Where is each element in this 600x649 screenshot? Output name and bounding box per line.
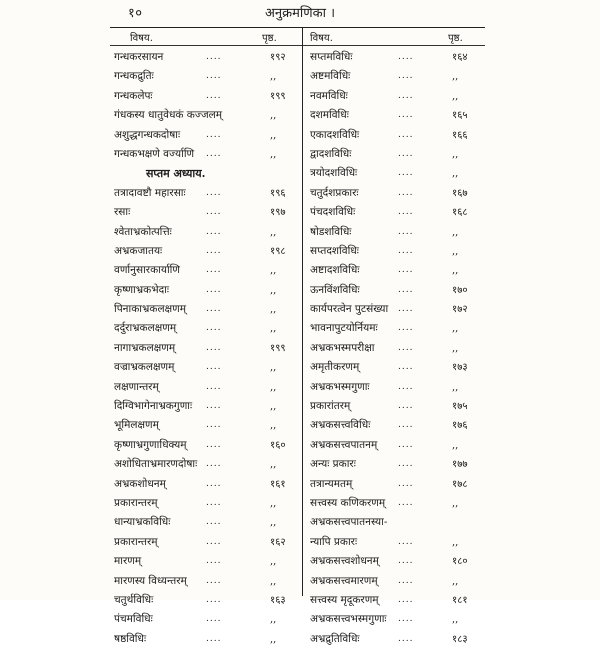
entry-page-number: ,,: [452, 342, 459, 354]
leader-dots: ....: [206, 401, 222, 412]
left-index-column: [110, 48, 300, 649]
entry-title: अभ्रकसत्त्वविधिः: [310, 419, 371, 432]
entry-title: प्रकारान्तरम्: [114, 535, 158, 548]
leader-dots: ....: [398, 575, 414, 586]
entry-title: पंचदशविधिः: [310, 206, 356, 219]
index-entry: [306, 494, 486, 513]
entry-title: सप्तमविधिः: [310, 51, 353, 63]
entry-title: दशमविधिः: [310, 109, 349, 122]
leader-dots: ....: [206, 265, 222, 276]
index-entry: [306, 184, 486, 203]
entry-title: गन्धकद्रुतिः: [114, 70, 154, 83]
entry-title: नागाभ्रकलक्षणम्: [114, 341, 176, 354]
entry-title: अभ्रकभस्मपरीक्षा: [310, 341, 375, 354]
index-entry: [110, 281, 300, 300]
leader-dots: ....: [206, 52, 222, 62]
entry-page-number: ,,: [270, 265, 277, 277]
index-entry: [110, 67, 300, 86]
entry-title: कार्यपरत्वेन पुटसंख्या: [310, 303, 389, 316]
index-entry: [110, 319, 300, 338]
leader-dots: ....: [398, 401, 414, 412]
leader-dots: ....: [398, 265, 414, 276]
leader-dots: ....: [398, 187, 414, 198]
leader-dots: ....: [206, 575, 222, 586]
index-entry: [110, 436, 300, 455]
index-entry: [306, 67, 486, 86]
index-entry: [306, 591, 486, 610]
leader-dots: ....: [398, 459, 414, 470]
leader-dots: ....: [398, 207, 414, 218]
entry-title: गन्धकलेपः: [114, 89, 153, 102]
left-subject-header: विषय.: [130, 33, 153, 44]
entry-page-number: ,,: [452, 614, 459, 626]
right-subject-header: विषय.: [310, 33, 333, 44]
index-entry: [306, 242, 486, 261]
leader-dots: ....: [398, 284, 414, 295]
entry-title: अभ्रकसत्त्वशोधनम्: [310, 555, 379, 568]
index-entry: [110, 455, 300, 474]
index-entry: [306, 378, 486, 397]
index-entry: [306, 145, 486, 164]
leader-dots: ....: [206, 207, 222, 218]
entry-page-number: १९७: [270, 207, 286, 219]
leader-dots: ....: [206, 420, 222, 431]
index-entry: [306, 630, 486, 649]
entry-page-number: ,,: [270, 517, 277, 529]
entry-title: अभ्रकभस्मगुणाः: [310, 380, 370, 393]
entry-page-number: १७३: [452, 362, 468, 374]
index-entry: [110, 184, 300, 203]
entry-page-number: १८०: [452, 556, 468, 568]
chapter-heading: [110, 164, 300, 183]
index-entry: [306, 610, 486, 629]
leader-dots: ....: [398, 420, 414, 431]
index-entry: [306, 281, 486, 300]
index-entry: [306, 339, 486, 358]
entry-title: सप्तम अध्याय.: [146, 167, 206, 181]
entry-title: अभ्रद्रुतिविधिः: [310, 632, 360, 645]
entry-title: अभ्रकजातयः: [114, 244, 163, 257]
entry-page-number: १६२: [270, 536, 286, 548]
entry-title: अभ्रकसत्त्वपातनस्या-: [310, 516, 388, 529]
leader-dots: ....: [398, 52, 414, 62]
entry-title: भावनापुटयोर्नियमः: [310, 322, 378, 335]
entry-page-number: १६७: [452, 187, 468, 199]
entry-page-number: १९२: [270, 52, 286, 63]
top-rule: [110, 27, 485, 28]
entry-title: गन्धकभक्षणे वर्ज्याणि: [114, 147, 195, 160]
entry-title: प्रकारांतरम्: [310, 400, 351, 413]
entry-page-number: १७०: [452, 284, 468, 296]
index-entry: [110, 87, 300, 106]
entry-title: न्यापि प्रकारः: [310, 535, 358, 548]
entry-page-number: १६४: [452, 52, 468, 63]
index-entry: [306, 87, 486, 106]
leader-dots: ....: [398, 497, 414, 508]
index-entry: [110, 416, 300, 435]
entry-page-number: १७८: [452, 478, 468, 490]
index-entry: [306, 397, 486, 416]
entry-page-number: ,,: [270, 323, 277, 335]
entry-page-number: १६०: [270, 439, 286, 451]
header-rule: [110, 45, 485, 46]
left-page-header: पृष्ठ.: [262, 33, 277, 44]
index-entry: [306, 106, 486, 125]
entry-page-number: ,,: [452, 168, 459, 180]
leader-dots: ....: [206, 323, 222, 334]
entry-title: दर्दुराभ्रकलक्षणम्: [114, 322, 177, 335]
index-entry: [110, 533, 300, 552]
entry-title: भूमिलक्षणम्: [114, 419, 159, 432]
entry-page-number: १९९: [270, 90, 286, 102]
entry-page-number: ,,: [270, 459, 277, 471]
entry-page-number: ,,: [452, 323, 459, 335]
entry-page-number: १६५: [452, 110, 468, 122]
index-entry: [306, 475, 486, 494]
index-entry: [110, 630, 300, 649]
entry-title: प्रकारान्तरम्: [114, 496, 158, 509]
index-entry: [110, 145, 300, 164]
entry-page-number: १९९: [270, 342, 286, 354]
entry-title: पंचमविधिः: [114, 613, 153, 626]
leader-dots: ....: [206, 633, 222, 644]
leader-dots: ....: [206, 614, 222, 625]
index-entry: [306, 358, 486, 377]
leader-dots: ....: [398, 323, 414, 334]
entry-page-number: ,,: [270, 614, 277, 626]
leader-dots: ....: [398, 90, 414, 101]
entry-page-number: ,,: [270, 633, 277, 645]
entry-title: गंधकस्य धातुवेधकं कज्जलम्: [114, 109, 223, 122]
leader-dots: ....: [398, 478, 414, 489]
entry-page-number: ,,: [270, 148, 277, 160]
index-entry: [110, 223, 300, 242]
leader-dots: ....: [398, 304, 414, 315]
leader-dots: ....: [206, 381, 222, 392]
entry-title: अभ्रकशोधनम्: [114, 477, 166, 490]
index-entry: [110, 610, 300, 629]
entry-page-number: ,,: [452, 226, 459, 238]
index-entry: [306, 572, 486, 591]
index-entry: [110, 591, 300, 610]
index-entry: [306, 300, 486, 319]
leader-dots: ....: [206, 187, 222, 198]
leader-dots: ....: [206, 226, 222, 237]
index-entry: [110, 48, 300, 67]
entry-page-number: ,,: [452, 71, 459, 83]
entry-title: वर्णानुसारकार्याणि: [114, 264, 180, 277]
index-entry: [306, 261, 486, 280]
entry-title: अभ्रकसत्त्वपातनम्: [310, 438, 378, 451]
index-entry: [110, 378, 300, 397]
leader-dots: ....: [398, 245, 414, 256]
right-page-header: पृष्ठ.: [448, 33, 463, 44]
entry-title: लक्षणान्तरम्: [114, 380, 159, 393]
leader-dots: ....: [206, 594, 222, 605]
entry-title: सत्त्वस्य कणिकरणम्: [310, 496, 386, 509]
leader-dots: ....: [206, 148, 222, 159]
leader-dots: ....: [398, 439, 414, 450]
entry-page-number: ,,: [270, 110, 277, 122]
entry-title: सत्त्वस्य मृदूकरणम्: [310, 593, 379, 606]
index-entry: [110, 261, 300, 280]
entry-page-number: १७५: [452, 401, 468, 413]
leader-dots: ....: [398, 226, 414, 237]
entry-page-number: ,,: [270, 556, 277, 568]
index-entry: [110, 242, 300, 261]
leader-dots: ....: [398, 168, 414, 179]
leader-dots: ....: [206, 459, 222, 470]
entry-title: पिनाकाभ्रकलक्षणम्: [114, 303, 186, 316]
entry-title: नवमविधिः: [310, 89, 348, 102]
entry-title: अष्टमविधिः: [310, 70, 351, 83]
leader-dots: ....: [398, 71, 414, 82]
leader-dots: ....: [206, 71, 222, 82]
entry-title: अशुद्धगन्धकदोषाः: [114, 128, 181, 141]
entry-title: त्रयोदशविधिः: [310, 167, 358, 180]
entry-title: षोडशविधिः: [310, 225, 352, 238]
entry-title: एकादशविधिः: [310, 128, 360, 141]
index-entry: [306, 436, 486, 455]
leader-dots: ....: [206, 362, 222, 373]
entry-page-number: ,,: [452, 90, 459, 102]
index-entry: [306, 126, 486, 145]
index-entry: [306, 164, 486, 183]
leader-dots: ....: [398, 129, 414, 140]
leader-dots: ....: [398, 614, 414, 625]
leader-dots: ....: [206, 536, 222, 547]
right-index-column: [306, 48, 486, 649]
entry-title: तत्रान्यमतम्: [310, 477, 353, 490]
entry-title: षष्ठविधिः: [114, 632, 147, 645]
leader-dots: ....: [398, 381, 414, 392]
entry-page-number: ,,: [452, 265, 459, 277]
leader-dots: ....: [398, 633, 414, 644]
index-entry: [306, 319, 486, 338]
entry-page-number: ,,: [270, 304, 277, 316]
index-entry: [110, 106, 300, 125]
index-entry: [110, 358, 300, 377]
page-number: १०: [128, 6, 143, 21]
leader-dots: ....: [398, 594, 414, 605]
index-entry: [306, 416, 486, 435]
entry-page-number: ,,: [452, 381, 459, 393]
index-entry: [110, 339, 300, 358]
index-entry: [110, 475, 300, 494]
index-entry: [110, 397, 300, 416]
leader-dots: ....: [206, 90, 222, 101]
entry-title: अशोधिताभ्रमारणदोषाः: [114, 458, 198, 471]
entry-title: मारणम्: [114, 555, 142, 568]
entry-page-number: १६६: [452, 129, 468, 141]
entry-page-number: १७६: [452, 420, 468, 432]
entry-title: श्वेताभ्रकोत्पत्तिः: [114, 225, 172, 238]
index-entry: [110, 126, 300, 145]
entry-title: कृष्णाभ्रगुणाधिक्यम्: [114, 438, 187, 451]
entry-page-number: १६३: [270, 594, 286, 606]
entry-page-number: ,,: [270, 362, 277, 374]
entry-page-number: १८३: [452, 633, 468, 645]
entry-page-number: ,,: [270, 284, 277, 296]
entry-title: ऊनविंशविधिः: [310, 283, 360, 296]
index-entry: [306, 513, 486, 532]
index-entry: [110, 552, 300, 571]
column-divider: [302, 28, 303, 596]
entry-title: गन्धकरसायन: [114, 51, 164, 63]
entry-page-number: १७७: [452, 459, 468, 471]
leader-dots: ....: [206, 439, 222, 450]
index-entry: [306, 203, 486, 222]
leader-dots: ....: [398, 536, 414, 547]
entry-title: रसाः: [114, 206, 131, 219]
index-entry: [306, 48, 486, 67]
entry-title: कृष्णाभ्रकभेदाः: [114, 283, 169, 296]
leader-dots: ....: [206, 478, 222, 489]
page-title: अनुक्रमणिका ।: [264, 6, 336, 21]
leader-dots: ....: [398, 362, 414, 373]
entry-page-number: १७२: [452, 304, 468, 316]
leader-dots: ....: [206, 129, 222, 140]
entry-title: दिग्विभागेनाभ्रकगुणाः: [114, 400, 193, 413]
leader-dots: ....: [206, 497, 222, 508]
index-entry: [110, 513, 300, 532]
leader-dots: ....: [206, 304, 222, 315]
leader-dots: ....: [206, 556, 222, 567]
entry-page-number: ,,: [452, 575, 459, 587]
entry-page-number: १८१: [452, 594, 468, 606]
entry-title: अमृतीकरणम्: [310, 361, 360, 374]
entry-page-number: ,,: [270, 226, 277, 238]
index-entry: [110, 494, 300, 513]
entry-page-number: ,,: [452, 245, 459, 257]
entry-page-number: ,,: [270, 129, 277, 141]
index-entry: [110, 300, 300, 319]
index-entry: [110, 203, 300, 222]
entry-page-number: ,,: [270, 381, 277, 393]
entry-title: अष्टादशविधिः: [310, 264, 360, 277]
entry-page-number: १६१: [270, 478, 286, 490]
entry-page-number: ,,: [270, 497, 277, 509]
entry-title: अभ्रकसत्त्वमारणम्: [310, 574, 378, 587]
entry-page-number: ,,: [452, 536, 459, 548]
entry-title: चतुर्दशप्रकारः: [310, 186, 359, 199]
entry-title: तत्रादावष्टौ महारसाः: [114, 186, 186, 199]
leader-dots: ....: [206, 245, 222, 256]
entry-page-number: ,,: [452, 497, 459, 509]
leader-dots: ....: [206, 517, 222, 528]
entry-title: चतुर्थविधिः: [114, 593, 154, 606]
entry-page-number: ,,: [270, 401, 277, 413]
entry-page-number: १९६: [270, 187, 286, 199]
entry-page-number: ,,: [270, 71, 277, 83]
leader-dots: ....: [398, 110, 414, 121]
leader-dots: ....: [206, 342, 222, 353]
entry-page-number: ,,: [452, 439, 459, 451]
leader-dots: ....: [398, 556, 414, 567]
index-entry: [306, 552, 486, 571]
entry-page-number: ,,: [452, 148, 459, 160]
entry-title: वज्राभ्रकलक्षणम्: [114, 361, 175, 374]
entry-page-number: ,,: [270, 420, 277, 432]
entry-title: अभ्रकसत्त्वभस्मगुणाः: [310, 613, 387, 626]
entry-page-number: ,,: [270, 575, 277, 587]
entry-title: द्वादशविधिः: [310, 147, 352, 160]
entry-page-number: १६८: [452, 207, 468, 219]
index-entry: [306, 533, 486, 552]
leader-dots: ....: [398, 342, 414, 353]
entry-page-number: १९८: [270, 245, 286, 257]
leader-dots: ....: [398, 148, 414, 159]
index-entry: [110, 572, 300, 591]
entry-title: मारणस्य विध्यन्तरम्: [114, 574, 187, 587]
leader-dots: ....: [206, 284, 222, 295]
entry-title: सप्तदशविधिः: [310, 244, 359, 257]
index-entry: [306, 455, 486, 474]
entry-title: अन्यः प्रकारः: [310, 458, 356, 471]
entry-title: धान्याभ्रकविधिः: [114, 516, 171, 529]
index-entry: [306, 223, 486, 242]
